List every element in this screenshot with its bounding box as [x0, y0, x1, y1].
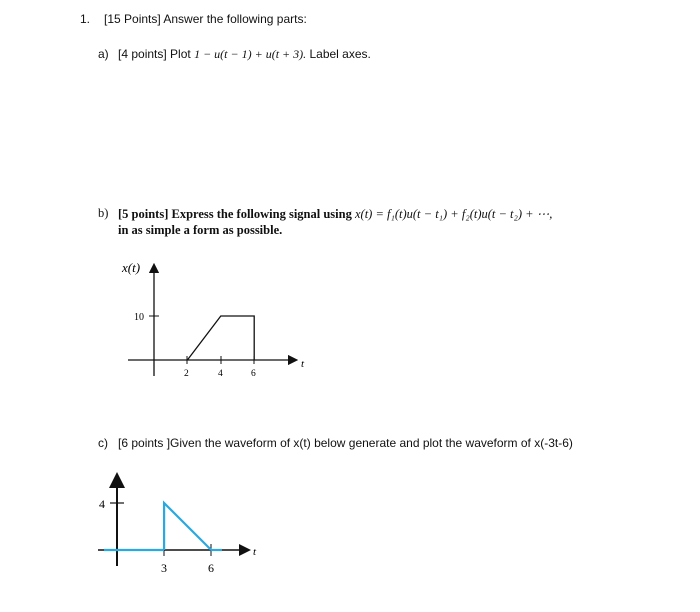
part-c-text: [6 points ]Given the waveform of x(t) below generate and plot the waveform of x(-3t-6) [118, 436, 573, 450]
part-c-x-tick-label: 6 [208, 561, 214, 575]
part-c-label: c) [98, 436, 108, 450]
part-b-line1-expression: x(t) = f₁(t)u(t − t₁) + f₂(t)u(t − t₂) + ⋯, [354, 207, 553, 221]
part-b-line2: in as simple a form as possible. [118, 223, 283, 237]
part-c-signal [164, 503, 211, 550]
part-c-y-tick-label: 4 [99, 497, 105, 511]
question-header: [15 Points] Answer the following parts: [104, 12, 307, 26]
part-b-x-tick-label: 6 [251, 369, 256, 379]
part-b-x-tick-label: 4 [218, 369, 223, 379]
part-a-points: [4 points] [118, 47, 167, 61]
part-b-y-tick-label: 10 [134, 312, 144, 323]
part-a-text-after: Label axes. [309, 47, 371, 61]
part-c-x-tick-label: 3 [161, 561, 167, 575]
part-b-x-axis-label: t [301, 358, 305, 370]
part-b-x-tick-label: 2 [184, 369, 189, 379]
question-number: 1. [80, 12, 91, 26]
part-c-x-axis-label: t [253, 546, 257, 558]
part-b-y-axis-label: x(t) [122, 260, 141, 275]
part-b-line1-text: [5 points] Express the following signal using [118, 207, 352, 221]
part-a-text-before: Plot [170, 47, 191, 61]
part-a-expression: 1 − u(t − 1) + u(t + 3). [194, 47, 307, 61]
part-a-label: a) [98, 47, 109, 61]
part-b-label: b) [98, 206, 109, 220]
